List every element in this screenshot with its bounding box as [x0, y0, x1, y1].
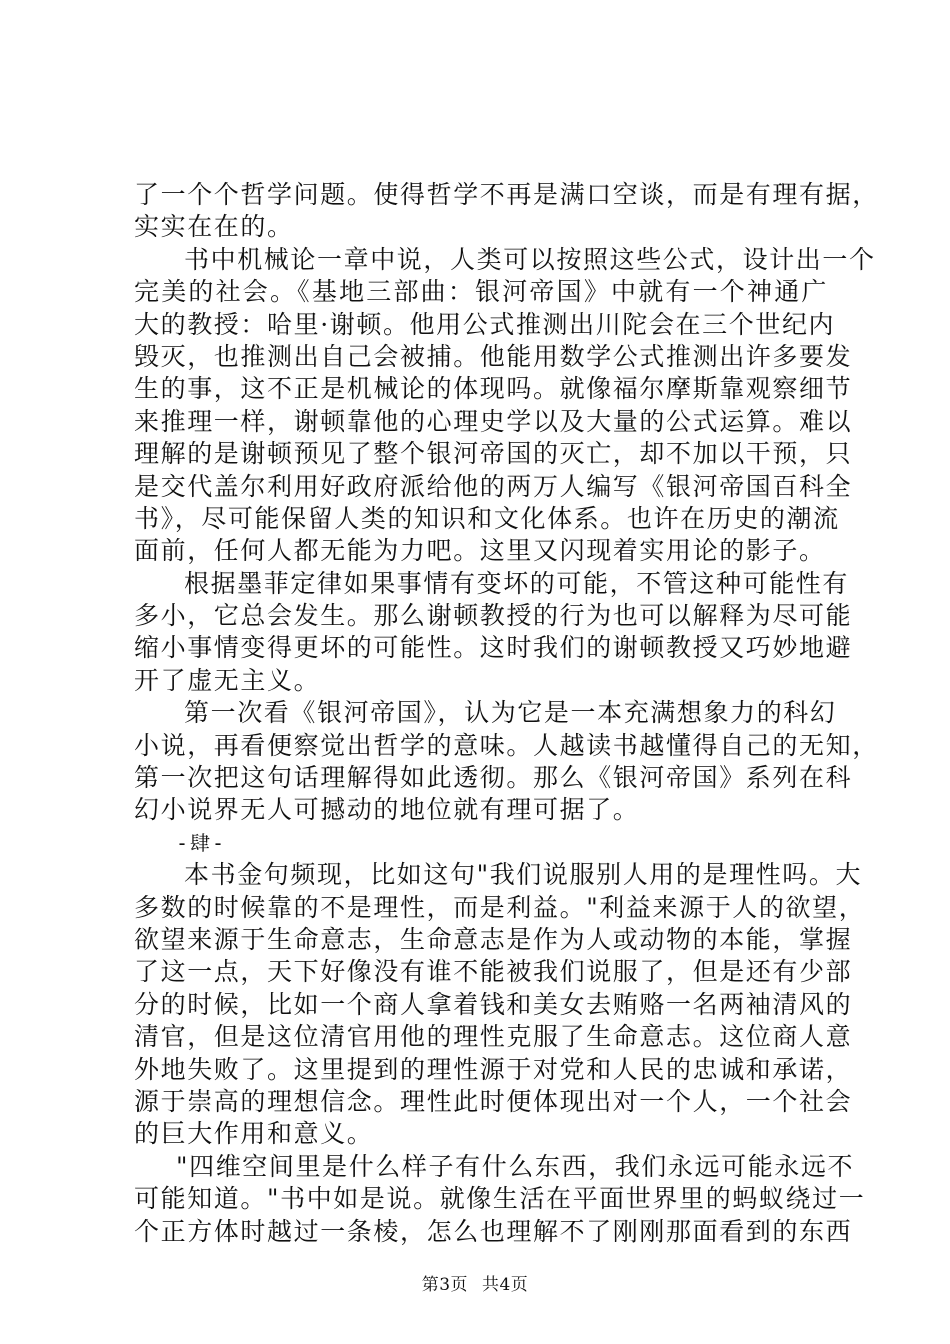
body-line: 多小，它总会发生。那么谢顿教授的行为也可以解释为尽可能 — [134, 601, 853, 631]
section-heading: -肆- — [176, 830, 227, 855]
body-line: 书》，尽可能保留人类的知识和文化体系。也许在历史的潮流 — [134, 503, 840, 533]
paragraph-first-line: 第一次看《银河帝国》，认为它是一本充满想象力的科幻 — [184, 698, 837, 728]
body-line: 来推理一样，谢顿靠他的心理史学以及大量的公式运算。难以 — [134, 406, 853, 436]
body-line: 是交代盖尔利用好政府派给他的两万人编写《银河帝国百科全 — [134, 471, 853, 501]
body-line: 第一次把这句话理解得如此透彻。那么《银河帝国》系列在科 — [134, 763, 853, 793]
body-line: 完美的社会。《基地三部曲：银河帝国》中就有一个神通广 — [134, 277, 828, 307]
body-line: 小说，再看便察觉出哲学的意味。人越读书越懂得自己的无知， — [134, 730, 879, 760]
paragraph-first-line: 本书金句频现，比如这句"我们说服别人用的是理性吗。大 — [184, 860, 863, 890]
body-line: 开了虚无主义。 — [134, 665, 321, 695]
body-line: 幻小说界无人可撼动的地位就有理可据了。 — [134, 795, 640, 825]
paragraph-first-line: 根据墨菲定律如果事情有变坏的可能，不管这种可能性有 — [184, 568, 850, 598]
page-number: 第3页 — [421, 1275, 469, 1295]
document-body — [134, 179, 879, 1248]
body-line: 清官，但是这位清官用他的理性克服了生命意志。这位商人意 — [134, 1022, 853, 1052]
body-line: 外地失败了。这里提到的理性源于对党和人民的忠诚和承诺， — [134, 1054, 853, 1084]
body-line: 毁灭，也推测出自己会被捕。他能用数学公式推测出许多要发 — [134, 341, 853, 371]
paragraph-first-line: 书中机械论一章中说，人类可以按照这些公式，设计出一个 — [184, 244, 876, 274]
body-line: 个正方体时越过一条棱，怎么也理解不了刚刚那面看到的东西 — [134, 1216, 853, 1246]
paragraph-first-line: "四维空间里是什么样子有什么东西，我们永远可能永远不 — [176, 1151, 855, 1181]
body-line: 缩小事情变得更坏的可能性。这时我们的谢顿教授又巧妙地避 — [134, 633, 853, 663]
body-line: 多数的时候靠的不是理性，而是利益。"利益来源于人的欲望， — [134, 892, 866, 922]
body-line: 分的时候，比如一个商人拿着钱和美女去贿赂一名两袖清风的 — [134, 989, 853, 1019]
body-line: 了这一点，天下好像没有谁不能被我们说服了，但是还有少部 — [134, 957, 853, 987]
body-line: 生的事，这不正是机械论的体现吗。就像福尔摩斯靠观察细节 — [134, 374, 853, 404]
body-line: 源于崇高的理想信念。理性此时便体现出对一个人，一个社会 — [134, 1086, 853, 1116]
body-line: 可能知道。"书中如是说。就像生活在平面世界里的蚂蚁绕过一 — [134, 1184, 866, 1214]
body-line: 理解的是谢顿预见了整个银河帝国的灭亡，却不加以干预，只 — [134, 439, 853, 469]
body-line: 大的教授：哈里·谢顿。他用公式推测出川陀会在三个世纪内 — [134, 309, 836, 339]
body-line: 了一个个哲学问题。使得哲学不再是满口空谈，而是有理有据， — [134, 180, 879, 209]
body-line: 面前，任何人都无能为力吧。这里又闪现着实用论的影子。 — [134, 536, 826, 566]
page-footer — [0, 1270, 950, 1295]
page-total: 共4页 — [481, 1275, 529, 1295]
body-line: 实实在在的。 — [134, 212, 294, 242]
body-line: 欲望来源于生命意志，生命意志是作为人或动物的本能，掌握 — [134, 924, 853, 954]
body-line: 的巨大作用和意义。 — [134, 1119, 374, 1149]
